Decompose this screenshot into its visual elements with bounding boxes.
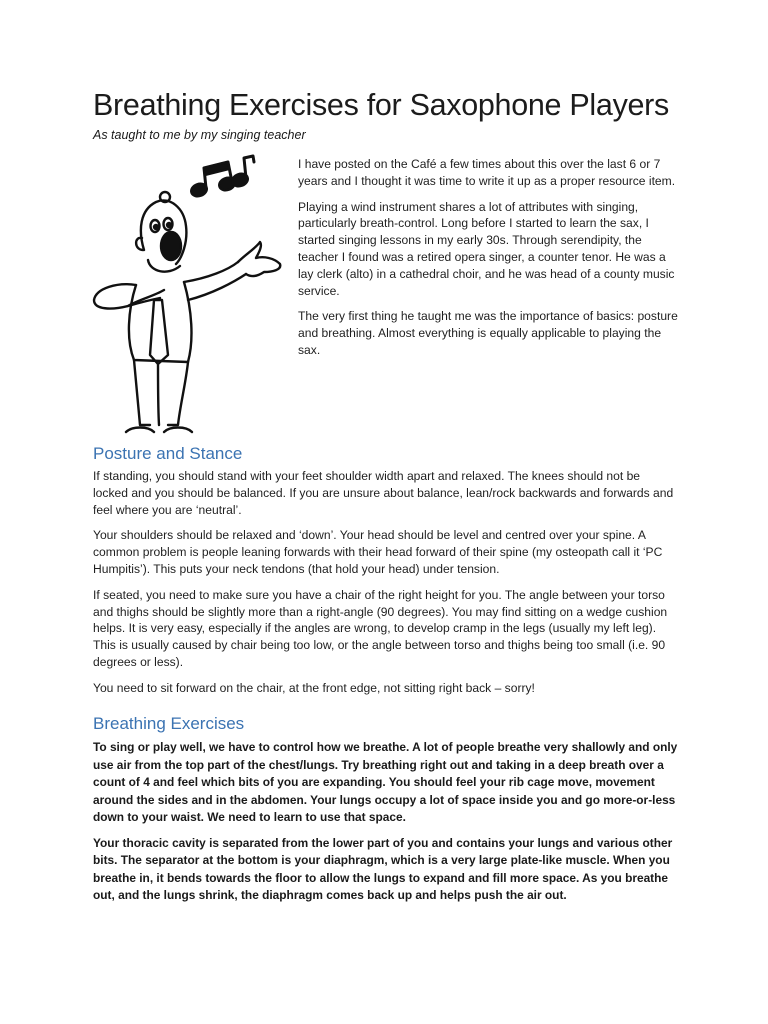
intro-text [298, 156, 683, 368]
posture-section-text [93, 468, 678, 706]
music-notes-icon [189, 156, 254, 198]
body-paragraph: If seated, you need to make sure you have a chair of the right height for you. The angle between your torso and thighs should be slightly more than a right-angle (90 degrees). You may find sitting on a wedge cushion helps. It is very easy, especially if the angles are wrong, to develop cramp in the legs (usually my left leg). This is usually caused by chair being too low, or the angle between torso and thighs being too small (i.e. 90 degrees or less). [93, 587, 668, 669]
intro-paragraph: The very first thing he taught me was the importance of basics: posture and breathing. Almost everything is equally applicable to playing the sax. [298, 309, 678, 357]
body-paragraph: If standing, you should stand with your feet shoulder width apart and relaxed. The knees should not be locked and you should be balanced. If you are unsure about balance, lean/rock backwards and forwards and feel where you are ‘neutral’. [93, 469, 674, 517]
intro-paragraph: Playing a wind instrument shares a lot of attributes with singing, particularly breath-control. Long before I started to learn the sax, I started singing lessons in my early 30s. Through serendipity, the teacher I found was a retired opera singer, a counter tenor. He was a lay clerk (alto) in a cathedral choir, and he was head of a county music service. [298, 199, 675, 298]
singing-man-icon [94, 192, 280, 432]
breathing-section-text [93, 739, 678, 913]
page-subtitle: As taught to me by my singing teacher [93, 128, 306, 142]
section-heading-breathing: Breathing Exercises [93, 714, 245, 733]
singer-illustration [88, 150, 288, 440]
body-paragraph: To sing or play well, we have to control how we breathe. A lot of people breathe very shallowly and only use air from the top part of the chest/lungs. Try breathing right out and taking in a deep breath over a count of 4 and feel which bits of you are expanding. You should feel your rib cage move, movement around the sides and in the abdomen. Your lungs occupy a lot of space inside you and go more-or-less down to your waist. We need to learn to use that space. [93, 740, 678, 824]
body-paragraph: You need to sit forward on the chair, at the front edge, not sitting right back – sorry! [93, 680, 535, 695]
page-title: Breathing Exercises for Saxophone Players [93, 88, 669, 122]
body-paragraph: Your shoulders should be relaxed and ‘down’. Your head should be level and centred over your spine. A common problem is people leaning forwards with their head forward of their spine (my osteopath call it ‘PC Humpitis’). This puts your neck tendons (that hold your head) under tension. [93, 528, 663, 576]
section-heading-posture: Posture and Stance [93, 444, 243, 463]
body-paragraph: Your thoracic cavity is separated from the lower part of you and contains your lungs and various other bits. The separator at the bottom is your diaphragm, which is a very large plate-like muscle. When you breathe in, it bends towards the floor to allow the lungs to expand and fill more space. As you breathe out, and the lungs shrink, the diaphragm comes back up and helps push the air out. [93, 835, 673, 902]
intro-paragraph: I have posted on the Café a few times about this over the last 6 or 7 years and I thought it was time to write it up as a proper resource item. [298, 157, 676, 188]
